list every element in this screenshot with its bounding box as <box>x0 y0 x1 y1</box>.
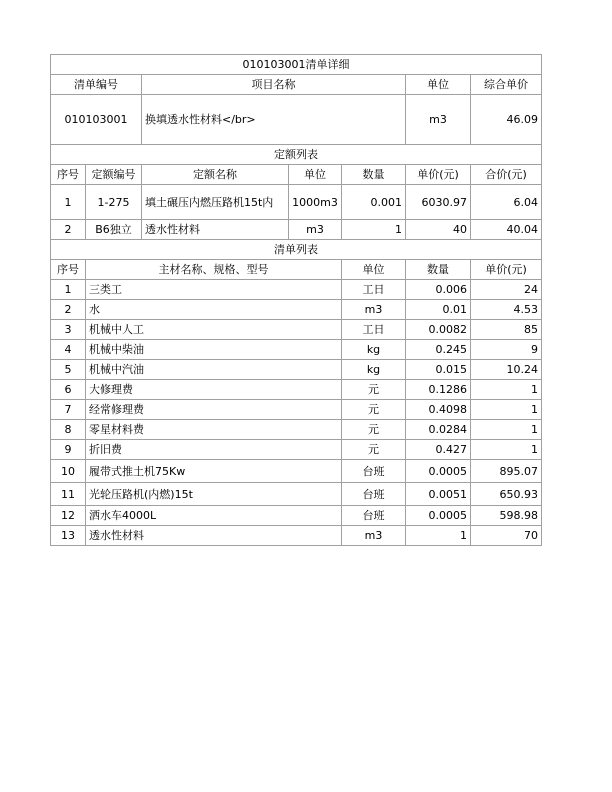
list-row <box>51 340 542 360</box>
list-price: 9 <box>471 340 542 360</box>
list-unit: 元 <box>342 420 406 440</box>
list-row <box>51 526 542 546</box>
list-qty: 1 <box>406 526 471 546</box>
title-row <box>51 55 542 75</box>
column-header: 序号 <box>51 165 86 185</box>
bill-unit: m3 <box>406 95 471 145</box>
column-header: 合价(元) <box>471 165 542 185</box>
list-price: 24 <box>471 280 542 300</box>
list-row <box>51 420 542 440</box>
quota-price: 40 <box>406 220 471 240</box>
list-qty: 0.0082 <box>406 320 471 340</box>
list-name: 机械中汽油 <box>86 360 342 380</box>
list-price: 70 <box>471 526 542 546</box>
list-unit: m3 <box>342 526 406 546</box>
bill-price: 46.09 <box>471 95 542 145</box>
list-qty: 0.1286 <box>406 380 471 400</box>
bill-detail-table <box>50 54 542 546</box>
list-name: 大修理费 <box>86 380 342 400</box>
quota-row <box>51 185 542 220</box>
column-header: 数量 <box>342 165 406 185</box>
quota-total: 6.04 <box>471 185 542 220</box>
list-unit: 工日 <box>342 280 406 300</box>
list-name: 光轮压路机(内燃)15t <box>86 483 342 506</box>
list-index: 12 <box>51 506 86 526</box>
list-unit: 工日 <box>342 320 406 340</box>
list-name: 零星材料费 <box>86 420 342 440</box>
list-row <box>51 400 542 420</box>
list-index: 11 <box>51 483 86 506</box>
list-unit: 台班 <box>342 483 406 506</box>
list-qty: 0.01 <box>406 300 471 320</box>
quota-header-row <box>51 165 542 185</box>
list-row <box>51 460 542 483</box>
list-price: 4.53 <box>471 300 542 320</box>
list-row <box>51 360 542 380</box>
list-section-title: 清单列表 <box>51 240 542 260</box>
column-header: 单价(元) <box>406 165 471 185</box>
list-index: 7 <box>51 400 86 420</box>
list-price: 85 <box>471 320 542 340</box>
quota-index: 1 <box>51 185 86 220</box>
bill-header-row <box>51 75 542 95</box>
column-header: 单价(元) <box>471 260 542 280</box>
list-qty: 0.0005 <box>406 506 471 526</box>
quota-name: 填土碾压内燃压路机15t内 <box>142 185 289 220</box>
list-name: 履带式推土机75Kw <box>86 460 342 483</box>
column-header: 定额编号 <box>86 165 142 185</box>
column-header: 序号 <box>51 260 86 280</box>
bill-row <box>51 95 542 145</box>
list-unit: 台班 <box>342 460 406 483</box>
list-row <box>51 483 542 506</box>
list-qty: 0.245 <box>406 340 471 360</box>
list-name: 三类工 <box>86 280 342 300</box>
quota-section-title: 定额列表 <box>51 145 542 165</box>
column-header: 单位 <box>342 260 406 280</box>
table-title: 010103001清单详细 <box>51 55 542 75</box>
list-qty: 0.0284 <box>406 420 471 440</box>
list-qty: 0.427 <box>406 440 471 460</box>
list-index: 10 <box>51 460 86 483</box>
quota-qty: 1 <box>342 220 406 240</box>
quota-section-row <box>51 145 542 165</box>
bill-unit-header: 单位 <box>406 75 471 95</box>
list-qty: 0.4098 <box>406 400 471 420</box>
column-header: 单位 <box>289 165 342 185</box>
list-index: 8 <box>51 420 86 440</box>
list-unit: kg <box>342 360 406 380</box>
list-price: 650.93 <box>471 483 542 506</box>
list-name: 折旧费 <box>86 440 342 460</box>
list-row <box>51 320 542 340</box>
list-index: 13 <box>51 526 86 546</box>
list-price: 1 <box>471 420 542 440</box>
list-unit: m3 <box>342 300 406 320</box>
quota-price: 6030.97 <box>406 185 471 220</box>
list-name: 透水性材料 <box>86 526 342 546</box>
quota-unit: m3 <box>289 220 342 240</box>
list-price: 1 <box>471 400 542 420</box>
list-name: 机械中柴油 <box>86 340 342 360</box>
list-row <box>51 300 542 320</box>
list-row <box>51 506 542 526</box>
list-name: 洒水车4000L <box>86 506 342 526</box>
list-price: 598.98 <box>471 506 542 526</box>
bill-code: 010103001 <box>51 95 142 145</box>
list-index: 2 <box>51 300 86 320</box>
list-qty: 0.006 <box>406 280 471 300</box>
list-price: 10.24 <box>471 360 542 380</box>
list-unit: 元 <box>342 440 406 460</box>
list-index: 5 <box>51 360 86 380</box>
list-name: 机械中人工 <box>86 320 342 340</box>
list-price: 895.07 <box>471 460 542 483</box>
list-unit: 元 <box>342 380 406 400</box>
list-section-row <box>51 240 542 260</box>
list-qty: 0.015 <box>406 360 471 380</box>
list-unit: 元 <box>342 400 406 420</box>
quota-code: B6独立 <box>86 220 142 240</box>
list-index: 6 <box>51 380 86 400</box>
list-header-row <box>51 260 542 280</box>
list-index: 9 <box>51 440 86 460</box>
list-name: 水 <box>86 300 342 320</box>
list-price: 1 <box>471 380 542 400</box>
quota-qty: 0.001 <box>342 185 406 220</box>
quota-index: 2 <box>51 220 86 240</box>
list-row <box>51 280 542 300</box>
list-index: 1 <box>51 280 86 300</box>
list-price: 1 <box>471 440 542 460</box>
bill-price-header: 综合单价 <box>471 75 542 95</box>
list-index: 4 <box>51 340 86 360</box>
quota-total: 40.04 <box>471 220 542 240</box>
list-unit: 台班 <box>342 506 406 526</box>
column-header: 定额名称 <box>142 165 289 185</box>
bill-code-header: 清单编号 <box>51 75 142 95</box>
column-header: 数量 <box>406 260 471 280</box>
list-index: 3 <box>51 320 86 340</box>
list-name: 经常修理费 <box>86 400 342 420</box>
quota-name: 透水性材料 <box>142 220 289 240</box>
list-row <box>51 380 542 400</box>
bill-name: 换填透水性材料</br> <box>142 95 406 145</box>
column-header: 主材名称、规格、型号 <box>86 260 342 280</box>
list-qty: 0.0051 <box>406 483 471 506</box>
quota-unit: 1000m3 <box>289 185 342 220</box>
quota-row <box>51 220 542 240</box>
bill-name-header: 项目名称 <box>142 75 406 95</box>
quota-code: 1-275 <box>86 185 142 220</box>
list-unit: kg <box>342 340 406 360</box>
list-qty: 0.0005 <box>406 460 471 483</box>
list-row <box>51 440 542 460</box>
